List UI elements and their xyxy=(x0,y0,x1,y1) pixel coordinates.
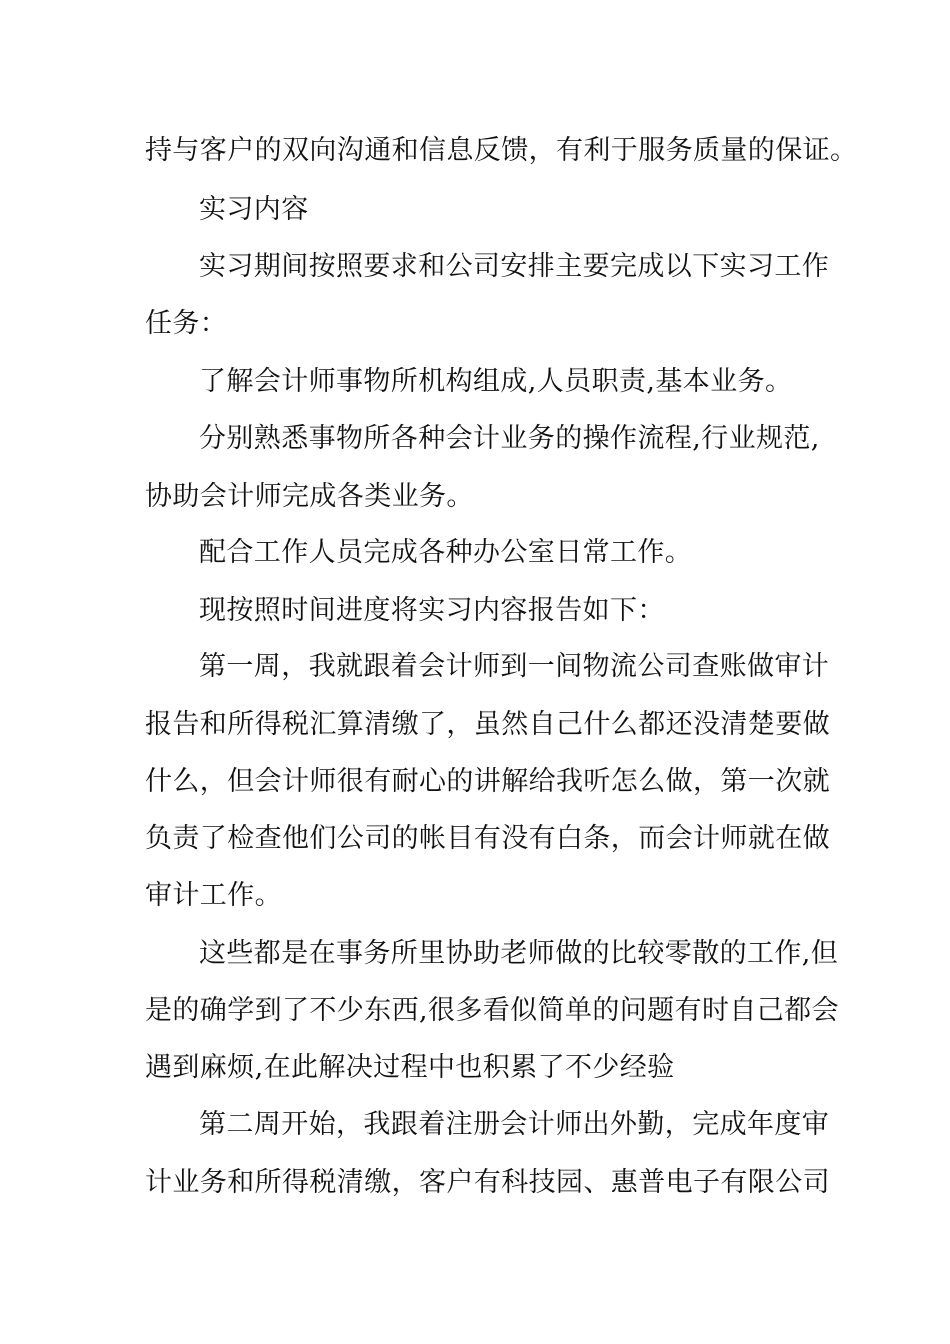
text-line: 配合工作人员完成各种办公室日常工作。 xyxy=(199,537,693,568)
text-line: 现按照时间进度将实习内容报告如下： xyxy=(199,595,665,626)
text-line: 什么，但会计师很有耐心的讲解给我听怎么做，第一次就 xyxy=(145,766,830,797)
text-line: 实习期间按照要求和公司安排主要完成以下实习工作 xyxy=(199,251,830,282)
text-line: 持与客户的双向沟通和信息反馈，有利于服务质量的保证。 xyxy=(145,135,858,166)
text-line: 协助会计师完成各类业务。 xyxy=(145,481,474,512)
text-line: 任务： xyxy=(145,308,228,339)
text-line: 计业务和所得税清缴，客户有科技园、惠普电子有限公司 xyxy=(145,1167,830,1198)
text-line: 了解会计师事物所机构组成,人员职责,基本业务。 xyxy=(199,366,793,397)
text-line: 分别熟悉事物所各种会计业务的操作流程,行业规范, xyxy=(199,423,820,454)
text-line: 是的确学到了不少东西,很多看似简单的问题有时自己都会 xyxy=(145,995,839,1026)
text-line: 这些都是在事务所里协助老师做的比较零散的工作,但 xyxy=(199,938,839,969)
text-line: 第一周，我就跟着会计师到一间物流公司查账做审计 xyxy=(199,651,830,682)
text-line: 第二周开始，我跟着注册会计师出外勤，完成年度审 xyxy=(199,1109,830,1140)
text-line: 遇到麻烦,在此解决过程中也积累了不少经验 xyxy=(145,1052,675,1083)
text-line: 负责了检查他们公司的帐目有没有白条，而会计师就在做 xyxy=(145,823,830,854)
text-line: 报告和所得税汇算清缴了，虽然自己什么都还没清楚要做 xyxy=(145,709,830,740)
text-line: 审计工作。 xyxy=(145,880,282,911)
section-heading: 实习内容 xyxy=(199,194,309,225)
